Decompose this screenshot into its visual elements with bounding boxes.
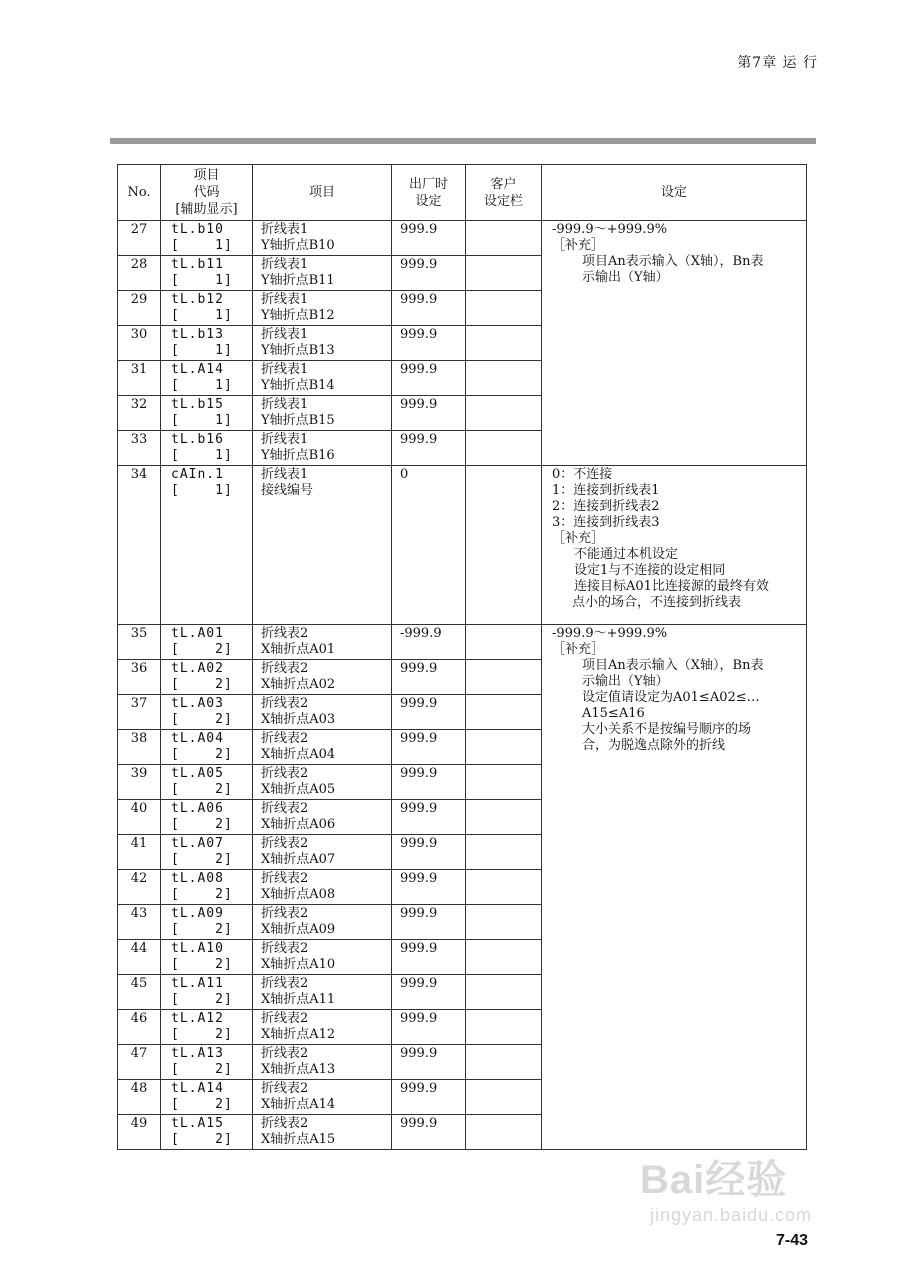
row-code — [161, 466, 253, 625]
row-item-line: X轴折点A15 — [261, 1132, 336, 1147]
row-no: 49 — [118, 1115, 161, 1150]
row-code — [161, 326, 253, 361]
row-code-aux: [ 1] — [171, 413, 233, 428]
row-code-aux: [ 2] — [171, 782, 233, 797]
table-row — [118, 466, 807, 625]
row-item — [253, 800, 392, 835]
setting-note: 不能通过本机设定 — [574, 547, 679, 562]
setting-cell — [542, 466, 807, 625]
row-no: 45 — [118, 975, 161, 1010]
setting-note: 项目An表示输入（X轴），Bn表 — [582, 658, 764, 673]
row-customer-setting[interactable] — [466, 625, 542, 660]
row-no: 48 — [118, 1080, 161, 1115]
row-factory-value: 999.9 — [392, 1115, 466, 1150]
row-code-main: tL.A02 — [171, 661, 224, 676]
row-item — [253, 396, 392, 431]
row-no: 36 — [118, 660, 161, 695]
row-item-line: X轴折点A10 — [261, 957, 336, 972]
row-item-line: 折线表2 — [261, 696, 309, 711]
row-code-main: tL.A12 — [171, 1011, 224, 1026]
row-code-main: tL.A01 — [171, 626, 224, 641]
header-code-line: 代码 — [193, 185, 220, 200]
row-customer-setting[interactable] — [466, 1080, 542, 1115]
page-number: 7-43 — [775, 1232, 808, 1249]
row-item-line: 折线表2 — [261, 731, 309, 746]
row-code-main: tL.A14 — [171, 1081, 224, 1096]
setting-option: 1：连接到折线表1 — [552, 483, 660, 498]
row-customer-setting[interactable] — [466, 291, 542, 326]
setting-note: 示输出（Y轴） — [582, 270, 669, 285]
row-no: 43 — [118, 905, 161, 940]
row-code-main: tL.A11 — [171, 976, 224, 991]
chapter-header: 第7章 运 行 — [737, 55, 818, 71]
row-item — [253, 1080, 392, 1115]
row-code — [161, 361, 253, 396]
row-code — [161, 940, 253, 975]
setting-supplement: ［补充］ — [552, 642, 605, 657]
row-no: 39 — [118, 765, 161, 800]
row-code-main: tL.A03 — [171, 696, 224, 711]
row-item — [253, 291, 392, 326]
table-header-row — [118, 165, 807, 221]
row-item-line: X轴折点A05 — [261, 782, 336, 797]
setting-note: A15≤A16 — [582, 706, 645, 721]
row-item-line: 折线表2 — [261, 976, 309, 991]
row-item-line: 折线表1 — [261, 222, 309, 237]
row-code-aux: [ 2] — [171, 817, 233, 832]
row-item-line: 折线表2 — [261, 626, 309, 641]
setting-supplement: ［补充］ — [552, 531, 605, 546]
row-item — [253, 221, 392, 256]
row-no: 42 — [118, 870, 161, 905]
row-code-main: tL.b16 — [171, 432, 224, 447]
row-code-aux: [ 1] — [171, 273, 233, 288]
row-code — [161, 1010, 253, 1045]
row-code-aux: [ 2] — [171, 992, 233, 1007]
row-item-line: X轴折点A08 — [261, 887, 336, 902]
row-code-aux: [ 2] — [171, 957, 233, 972]
row-code-aux: [ 2] — [171, 642, 233, 657]
row-code-main: tL.A04 — [171, 731, 224, 746]
row-code-aux: [ 2] — [171, 852, 233, 867]
setting-note: 连接目标A01比连接源的最终有效 — [574, 579, 769, 594]
row-customer-setting[interactable] — [466, 660, 542, 695]
row-code-main: tL.A14 — [171, 362, 224, 377]
row-customer-setting[interactable] — [466, 695, 542, 730]
row-customer-setting[interactable] — [466, 800, 542, 835]
row-code-main: tL.b15 — [171, 397, 224, 412]
row-code — [161, 905, 253, 940]
row-customer-setting[interactable] — [466, 1045, 542, 1080]
row-item-line: X轴折点A14 — [261, 1097, 336, 1112]
row-factory-value: 999.9 — [392, 291, 466, 326]
row-item-line: 折线表2 — [261, 766, 309, 781]
row-item-line: 折线表2 — [261, 801, 309, 816]
row-item-line: Y轴折点B15 — [261, 413, 335, 428]
row-factory-value: 999.9 — [392, 1080, 466, 1115]
row-no: 32 — [118, 396, 161, 431]
row-item — [253, 625, 392, 660]
header-customer-line: 设定栏 — [483, 193, 523, 209]
row-item — [253, 466, 392, 625]
row-code — [161, 431, 253, 466]
row-code-aux: [ 2] — [171, 747, 233, 762]
row-item — [253, 1115, 392, 1150]
setting-note: 点小的场合，不连接到折线表 — [572, 595, 742, 610]
row-no: 34 — [118, 466, 161, 625]
setting-supplement: ［补充］ — [552, 238, 605, 253]
row-code-aux: [ 2] — [171, 1097, 233, 1112]
row-code-main: tL.A07 — [171, 836, 224, 851]
row-item — [253, 940, 392, 975]
row-factory-value: 999.9 — [392, 361, 466, 396]
row-code-main: tL.b10 — [171, 222, 224, 237]
row-item-line: 折线表1 — [261, 327, 309, 342]
setting-option: 2：连接到折线表2 — [552, 499, 660, 514]
row-item — [253, 361, 392, 396]
row-item-line: X轴折点A12 — [261, 1027, 336, 1042]
header-code — [161, 165, 253, 221]
row-item-line: 折线表1 — [261, 397, 309, 412]
row-item-line: 折线表1 — [261, 467, 309, 482]
row-no: 37 — [118, 695, 161, 730]
row-item-line: Y轴折点B12 — [261, 308, 335, 323]
row-item — [253, 835, 392, 870]
row-no: 40 — [118, 800, 161, 835]
row-item-line: 折线表2 — [261, 661, 309, 676]
row-customer-setting[interactable] — [466, 905, 542, 940]
row-no: 35 — [118, 625, 161, 660]
setting-note: 设定值请设定为A01≤A02≤… — [582, 690, 760, 705]
row-customer-setting[interactable] — [466, 1115, 542, 1150]
setting-range: -999.9～+999.9% — [552, 626, 668, 641]
row-factory-value: 999.9 — [392, 221, 466, 256]
row-code-aux: [ 1] — [171, 448, 233, 463]
row-code-main: tL.A10 — [171, 941, 224, 956]
setting-cell — [542, 625, 807, 1150]
row-no: 27 — [118, 221, 161, 256]
row-code-main: cAIn.1 — [171, 467, 224, 482]
row-item-line: Y轴折点B14 — [261, 378, 335, 393]
row-factory-value: 999.9 — [392, 695, 466, 730]
row-customer-setting[interactable] — [466, 975, 542, 1010]
row-code-main: tL.A05 — [171, 766, 224, 781]
row-no: 41 — [118, 835, 161, 870]
row-item-line: 折线表2 — [261, 1116, 309, 1131]
row-factory-value: 999.9 — [392, 1045, 466, 1080]
row-no: 29 — [118, 291, 161, 326]
row-factory-value: 999.9 — [392, 730, 466, 765]
row-item — [253, 256, 392, 291]
row-code — [161, 975, 253, 1010]
table-row — [118, 625, 807, 660]
row-code — [161, 256, 253, 291]
row-customer-setting[interactable] — [466, 870, 542, 905]
row-item-line: X轴折点A07 — [261, 852, 336, 867]
row-item — [253, 1045, 392, 1080]
row-no: 47 — [118, 1045, 161, 1080]
row-code-aux: [ 2] — [171, 1062, 233, 1077]
row-customer-setting[interactable] — [466, 466, 542, 625]
table-row — [118, 221, 807, 256]
row-customer-setting[interactable] — [466, 326, 542, 361]
row-factory-value: 0 — [392, 466, 466, 625]
row-item-line: 折线表2 — [261, 1046, 309, 1061]
row-code — [161, 835, 253, 870]
setting-note: 项目An表示输入（X轴），Bn表 — [582, 254, 764, 269]
row-code — [161, 660, 253, 695]
row-item-line: X轴折点A03 — [261, 712, 336, 727]
row-code-main: tL.b13 — [171, 327, 224, 342]
row-customer-setting[interactable] — [466, 431, 542, 466]
row-factory-value: 999.9 — [392, 256, 466, 291]
row-factory-value: 999.9 — [392, 660, 466, 695]
row-code — [161, 291, 253, 326]
row-item-line: 折线表2 — [261, 1011, 309, 1026]
row-item-line: 折线表1 — [261, 292, 309, 307]
row-factory-value: 999.9 — [392, 835, 466, 870]
row-customer-setting[interactable] — [466, 835, 542, 870]
row-factory-value: 999.9 — [392, 870, 466, 905]
row-item — [253, 660, 392, 695]
header-customer-line: 客户 — [490, 176, 517, 192]
row-no: 46 — [118, 1010, 161, 1045]
row-item-line: 折线表2 — [261, 906, 309, 921]
setting-note: 合，为脱逸点除外的折线 — [582, 738, 726, 753]
row-code-aux: [ 1] — [171, 343, 233, 358]
header-factory-line: 设定 — [415, 193, 442, 209]
setting-range: -999.9～+999.9% — [552, 222, 668, 237]
row-code-aux: [ 1] — [171, 238, 233, 253]
row-item — [253, 695, 392, 730]
row-no: 44 — [118, 940, 161, 975]
row-item-line: Y轴折点B13 — [261, 343, 335, 358]
setting-option: 3：连接到折线表3 — [552, 515, 660, 530]
row-item-line: 折线表2 — [261, 1081, 309, 1096]
row-code-aux: [ 2] — [171, 712, 233, 727]
row-customer-setting[interactable] — [466, 730, 542, 765]
row-item-line: 折线表2 — [261, 941, 309, 956]
row-code-main: tL.A09 — [171, 906, 224, 921]
row-code — [161, 1080, 253, 1115]
row-no: 28 — [118, 256, 161, 291]
row-factory-value: 999.9 — [392, 905, 466, 940]
setting-option: 0：不连接 — [552, 467, 613, 482]
row-code — [161, 396, 253, 431]
row-customer-setting[interactable] — [466, 221, 542, 256]
row-customer-setting[interactable] — [466, 765, 542, 800]
watermark-brand: Bai经验 — [640, 1158, 788, 1202]
setting-note: 设定1与不连接的设定相同 — [574, 563, 726, 578]
header-code-line: 项目 — [193, 168, 220, 183]
row-code-main: tL.A08 — [171, 871, 224, 886]
row-item-line: 折线表2 — [261, 871, 309, 886]
header-code-line: [辅助显示] — [175, 202, 238, 217]
row-factory-value: 999.9 — [392, 800, 466, 835]
row-customer-setting[interactable] — [466, 361, 542, 396]
row-factory-value: 999.9 — [392, 431, 466, 466]
row-item-line: 折线表2 — [261, 836, 309, 851]
row-item-line: 折线表1 — [261, 362, 309, 377]
row-factory-value: 999.9 — [392, 396, 466, 431]
row-factory-value: 999.9 — [392, 326, 466, 361]
row-code — [161, 765, 253, 800]
row-factory-value: -999.9 — [392, 625, 466, 660]
setting-cell — [542, 221, 807, 466]
row-item-line: 接线编号 — [261, 483, 314, 498]
header-setting: 设定 — [542, 165, 807, 221]
row-item — [253, 765, 392, 800]
row-no: 38 — [118, 730, 161, 765]
row-factory-value: 999.9 — [392, 765, 466, 800]
row-code-main: tL.A06 — [171, 801, 224, 816]
row-code — [161, 625, 253, 660]
row-no: 31 — [118, 361, 161, 396]
row-item-line: X轴折点A06 — [261, 817, 336, 832]
row-code-main: tL.A13 — [171, 1046, 224, 1061]
row-code-main: tL.b12 — [171, 292, 224, 307]
row-item-line: X轴折点A09 — [261, 922, 336, 937]
row-code-aux: [ 2] — [171, 677, 233, 692]
watermark-url: jingyan.baidu.com — [650, 1205, 813, 1225]
row-item-line: X轴折点A02 — [261, 677, 336, 692]
row-item — [253, 431, 392, 466]
header-no: No. — [118, 165, 161, 221]
row-item — [253, 905, 392, 940]
row-code — [161, 870, 253, 905]
setting-note: 示输出（Y轴） — [582, 674, 669, 689]
row-code-aux: [ 1] — [171, 483, 233, 498]
row-item — [253, 870, 392, 905]
row-code — [161, 695, 253, 730]
row-item-line: X轴折点A13 — [261, 1062, 336, 1077]
header-factory-line: 出厂时 — [408, 176, 448, 192]
row-code — [161, 221, 253, 256]
row-no: 33 — [118, 431, 161, 466]
row-code — [161, 1115, 253, 1150]
row-code-main: tL.A15 — [171, 1116, 224, 1131]
row-item-line: 折线表1 — [261, 432, 309, 447]
row-item — [253, 975, 392, 1010]
row-code-aux: [ 2] — [171, 887, 233, 902]
row-factory-value: 999.9 — [392, 975, 466, 1010]
row-item-line: X轴折点A04 — [261, 747, 336, 762]
header-factory — [392, 165, 466, 221]
row-item-line: 折线表1 — [261, 257, 309, 272]
row-no: 30 — [118, 326, 161, 361]
row-item-line: X轴折点A01 — [261, 642, 336, 657]
row-code — [161, 730, 253, 765]
row-customer-setting[interactable] — [466, 1010, 542, 1045]
row-code-main: tL.b11 — [171, 257, 224, 272]
row-item-line: X轴折点A11 — [261, 992, 336, 1007]
row-item-line: Y轴折点B16 — [261, 448, 335, 463]
header-item: 项目 — [253, 165, 392, 221]
row-item-line: Y轴折点B10 — [261, 238, 335, 253]
parameter-table — [117, 164, 807, 1150]
row-customer-setting[interactable] — [466, 940, 542, 975]
row-item — [253, 730, 392, 765]
row-code-aux: [ 1] — [171, 308, 233, 323]
row-item — [253, 326, 392, 361]
row-code-aux: [ 1] — [171, 378, 233, 393]
header-rule — [110, 138, 816, 144]
row-factory-value: 999.9 — [392, 1010, 466, 1045]
row-item-line: Y轴折点B11 — [261, 273, 335, 288]
row-code — [161, 1045, 253, 1080]
row-code-aux: [ 2] — [171, 1132, 233, 1147]
row-item — [253, 1010, 392, 1045]
row-code-aux: [ 2] — [171, 922, 233, 937]
row-customer-setting[interactable] — [466, 256, 542, 291]
setting-note: 大小关系不是按编号顺序的场 — [582, 722, 752, 737]
header-customer — [466, 165, 542, 221]
row-customer-setting[interactable] — [466, 396, 542, 431]
row-code — [161, 800, 253, 835]
row-factory-value: 999.9 — [392, 940, 466, 975]
watermark — [640, 1148, 812, 1226]
row-code-aux: [ 2] — [171, 1027, 233, 1042]
